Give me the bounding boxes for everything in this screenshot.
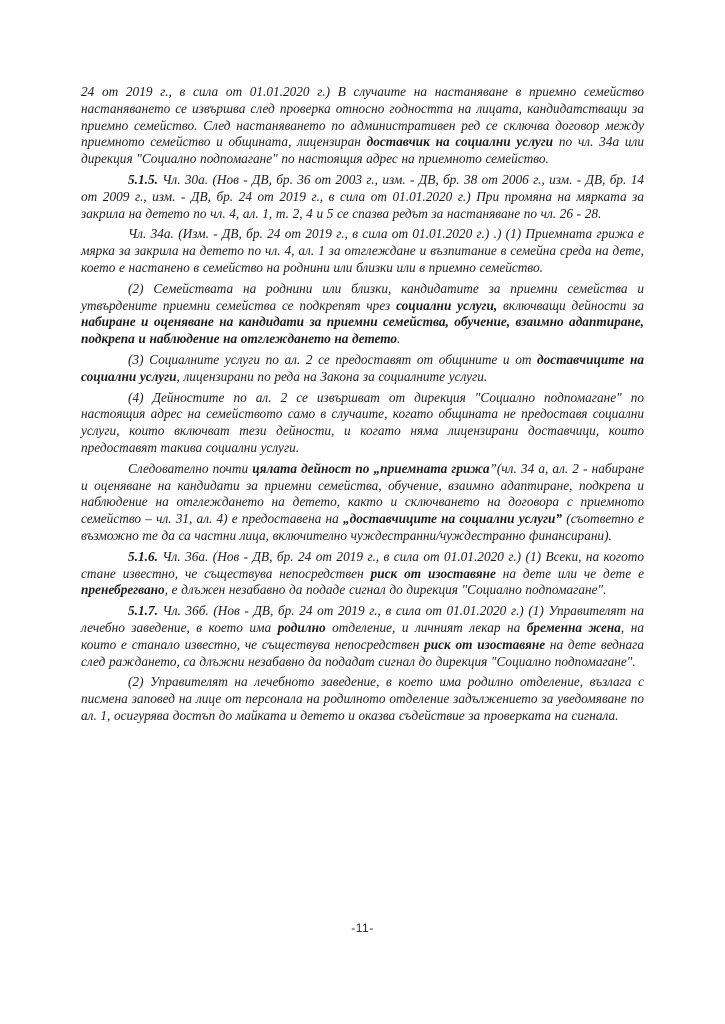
text-run: (съответно е възможно те да са частни лица, включително чуждестранни/чуждестранно финансирани). — [81, 511, 645, 543]
bold-text-run: пренебрегвано — [81, 582, 165, 598]
text-run: 24 от 2019 г., в сила от 01.01.2020 г.) В случаите на настаняване в приемно семейство настаняването се извършва след проверка относно годността на лицата, кандидатстващи за приемно семейство. След настаняването по административен ред се сключва договор между приемното семейство и общината, лицензиран — [81, 84, 644, 150]
text-run: на дете или че дете е — [495, 565, 644, 581]
text-run: (2) Управителят на лечебното заведение, в което има родилно отделение, възлага с писмена заповед на лице от персонала на родилното отделение задължението за уведомяване по ал. 1, осигурява достъп до майката и детето и оказва съдействие за проверката на сигнала. — [81, 674, 644, 723]
bold-text-run: бременна жена — [526, 619, 621, 635]
bold-text-run: 5.1.5. — [128, 171, 158, 187]
bold-text-run: „доставчиците на социални услуги” — [342, 511, 563, 527]
bold-text-run: 5.1.7. — [128, 603, 158, 619]
text-run: Чл. 36б. (Нов - ДВ, бр. 24 от 2019 г., в сила от 01.01.2020 г.) (1) Управителят на лечебно заведение, в което има — [81, 603, 644, 635]
paragraph — [81, 281, 644, 348]
text-run: Чл. 30а. (Нов - ДВ, бр. 36 от 2003 г., изм. - ДВ, бр. 38 от 2006 г., изм. - ДВ, бр. 14 от 2009 г., изм. - ДВ, бр. 24 от 2019 г., в сила от 01.01.2020 г.) При промяна на мярката за закрила на детето по чл. 4, ал. 1, т. 2, 4 и 5 се спазва редът за настаняване по чл. 26 - 28. — [81, 171, 644, 221]
page-number: -11- — [351, 921, 374, 935]
bold-text-run: цялата дейност по „приемната грижа — [252, 460, 490, 476]
bold-text-run: риск от изоставяне — [370, 565, 496, 581]
text-run: на дете веднага след раждането, са длъжни незабавно да подадат сигнал до дирекция "Социално подпомагане". — [81, 636, 644, 669]
text-run: отделение, и личният лекар на — [325, 619, 527, 635]
text-run: Чл. 36а. (Нов - ДВ, бр. 24 от 2019 г., в сила от 01.01.2020 г.) (1) Всеки, на когото стане известно, че съществува непосредствен — [81, 548, 644, 581]
text-run: Следователно почти — [128, 460, 253, 476]
paragraph — [81, 172, 644, 222]
paragraph — [81, 461, 644, 545]
bold-text-run: доставчик на социални услуги — [366, 134, 554, 150]
paragraph — [81, 84, 644, 168]
bold-text-run: социални услуги, — [396, 297, 498, 313]
text-run: , е длъжен незабавно да подаде сигнал до дирекция "Социално подпомагане". — [164, 582, 607, 598]
bold-text-run: доставчиците на социални услуги — [81, 351, 644, 384]
bold-text-run: родилно — [277, 619, 326, 635]
text-run: (4) Дейностите по ал. 2 се извършват от дирекция "Социално подпомагане" по настоящия адрес на семейството само в случаите, когато общината не предоставя социални услуги, които включват тези дейности, и когато няма лицензирани доставчици, които предоставят такива социални услуги. — [81, 389, 644, 455]
document-body — [81, 84, 644, 729]
paragraph — [81, 603, 644, 670]
text-run: , лицензирани по реда на Закона за социалните услуги. — [176, 368, 488, 384]
bold-text-run: риск от изоставяне — [424, 636, 546, 652]
page-footer — [0, 921, 725, 935]
paragraph — [81, 352, 644, 386]
text-run: . — [397, 331, 401, 347]
text-run: (3) Социалните услуги по ал. 2 се предоставят от общините и от — [128, 351, 538, 367]
bold-text-run: 5.1.6. — [128, 548, 158, 564]
text-run: включващи дейности за — [497, 297, 644, 313]
text-run: по чл. 34а или дирекция "Социално подпомагане" по настоящия адрес на приемното семейство. — [81, 134, 645, 167]
paragraph — [81, 549, 644, 599]
paragraph — [81, 390, 644, 457]
text-run: Чл. 34а. (Изм. - ДВ, бр. 24 от 2019 г., в сила от 01.01.2020 г.) .) (1) Приемната грижа е мярка за закрила на детето по чл. 4, ал. 1 за отглеждане и възпитание в семейна среда на дете, което е настанено в семейство на роднини или близки или в приемно семейство. — [81, 226, 644, 275]
bold-text-run: набиране и оценяване на кандидати за приемни семейства, обучение, взаимно адаптиране, подкрепа и наблюдение на отглеждането на детето — [81, 314, 644, 347]
text-run: (2) Семействата на роднини или близки, кандидатите за приемни семейства и утвърдените приемни семейства се подкрепят чрез — [81, 280, 644, 313]
paragraph — [81, 226, 644, 276]
text-run: ”(чл. 34 а, ал. 2 - набиране и оценяване на кандидати за приемни семейства, обучение, взаимно адаптиране, подкрепа и наблюдение на отглеждането на детето, както и сключването на договора с приемното семейство – чл. 31, ал. 4) е предоставена на — [81, 460, 644, 527]
paragraph — [81, 674, 644, 724]
text-run: , на които е станало известно, че съществува непосредствен — [81, 619, 644, 652]
